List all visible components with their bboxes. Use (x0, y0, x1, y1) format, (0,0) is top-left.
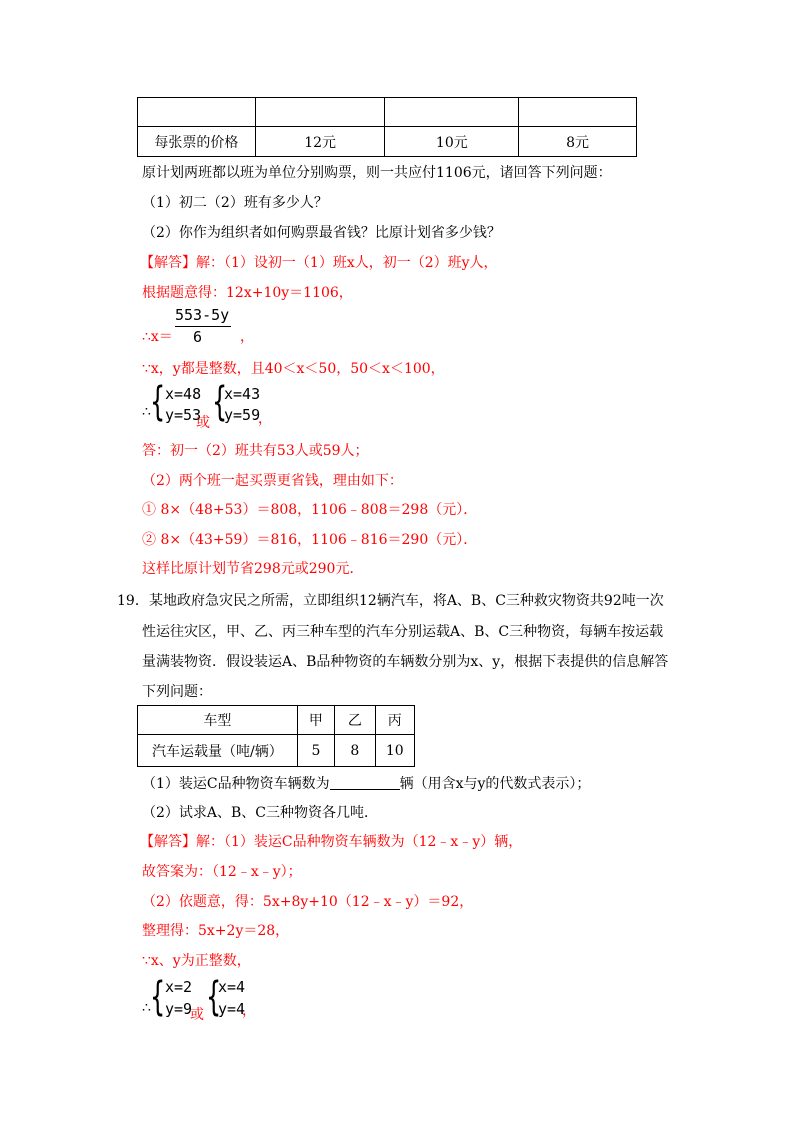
answer-19-line5: ∵x、y为正整数， (142, 953, 251, 969)
or-text: 或 (196, 415, 210, 431)
table-cell (138, 98, 256, 127)
therefore-symbol: ∴ (142, 404, 151, 420)
table-header: 乙 (335, 706, 375, 735)
system-eq: x=48 (165, 385, 202, 403)
problem19-line4: 下列问题： (142, 684, 212, 700)
answer-18-conclusion: 答：初一（2）班共有53人或59人； (142, 443, 369, 459)
answer-blank (330, 775, 400, 790)
problem19-line1: 某地政府急灾民之所需，立即组织12辆汽车，将A、B、C三种救灾物资共92吨一次 (149, 593, 664, 609)
table-cell: 8 (335, 735, 375, 767)
system-eq: x=4 (218, 978, 246, 996)
table-cell (385, 98, 519, 127)
system-end: ， (242, 1003, 256, 1019)
table-cell (255, 98, 385, 127)
system-eq: x=2 (165, 978, 193, 996)
table-cell: 汽车运载量（吨/辆） (138, 735, 298, 767)
table-cell: 10 (375, 735, 414, 767)
price-10: 10元 (385, 127, 519, 157)
system-eq: x=43 (224, 385, 261, 403)
problem19-q1: （1）装运C品种物资车辆数为 辆（用含x与y的代数式表示）； (142, 776, 591, 792)
price-8: 8元 (519, 127, 637, 157)
ticket-price-table (137, 97, 637, 157)
circled-1: ① (142, 502, 156, 518)
fraction-numerator: 553-5y (175, 306, 230, 324)
fraction-suffix: ， (240, 329, 254, 345)
answer-18-part2: （2）两个班一起买票更省钱，理由如下： (142, 473, 403, 489)
problem18-q2: （2）你作为组织者如何购票最省钱？比原计划省多少钱？ (142, 225, 501, 241)
fraction-bar (175, 326, 231, 327)
price-12: 12元 (255, 127, 385, 157)
system-eq: y=59 (224, 406, 261, 424)
problem18-intro: 原计划两班都以班为单位分别购票，则一共应付1106元，诸回答下列问题： (142, 165, 612, 181)
problem18-q1: （1）初二（2）班有多少人？ (142, 195, 328, 211)
system-eq: y=53 (165, 406, 202, 424)
answer-19-line2: 故答案为：（12﹣x﹣y）； (142, 864, 302, 880)
answer-18-x-prefix: ∴x＝ (142, 329, 173, 345)
answer-19-line4: 整理得：5x+2y＝28， (142, 923, 290, 939)
answer-tag: 【解答】 (140, 834, 196, 850)
brace-icon: { (150, 379, 166, 425)
problem19-line3: 量满装物资．假设装运A、B品种物资的车辆数分别为x、y，根据下表提供的信息解答 (142, 654, 669, 670)
answer-18-equation: 根据题意得：12x+10y＝1106， (142, 285, 353, 301)
table-cell (519, 98, 637, 127)
problem19-number: 19． (117, 593, 149, 609)
system-eq: y=9 (165, 1000, 193, 1018)
answer-19-line3: （2）依题意，得：5x+8y+10（12﹣x﹣y）＝92， (142, 894, 474, 910)
answer-18-integer-condition: ∵x，y都是整数，且40＜x＜50，50＜x＜100， (142, 361, 445, 377)
answer-18-final: 这样比原计划节省298元或290元． (142, 561, 364, 577)
system-end: ， (258, 411, 272, 427)
price-row-label: 每张票的价格 (138, 127, 256, 157)
table-header: 车型 (138, 706, 298, 735)
fraction (175, 306, 235, 350)
circled-2: ② (142, 532, 156, 548)
table-header: 甲 (297, 706, 334, 735)
therefore-symbol: ∴ (142, 1000, 151, 1016)
brace-icon: { (150, 974, 166, 1020)
system-eq: y=4 (218, 1000, 246, 1018)
problem19-line2: 性运往灾区，甲、乙、丙三种车型的汽车分别运载A、B、C三种物资，每辆车按运载 (142, 624, 664, 640)
problem19-q2: （2）试求A、B、C三种物资各几吨． (142, 805, 379, 821)
answer-18-case2: ② 8×（43+59）＝816，1106﹣816＝290（元）． (142, 532, 478, 548)
answer-tag: 【解答】 (140, 255, 196, 271)
answer-18-line1: 【解答】解：（1）设初一（1）班x人，初一（2）班y人， (140, 255, 498, 271)
or-text: 或 (190, 1007, 204, 1023)
fraction-denominator: 6 (193, 328, 203, 346)
table-cell: 5 (297, 735, 334, 767)
vehicle-table (137, 705, 415, 767)
brace-icon: { (212, 379, 228, 425)
table-header: 丙 (375, 706, 414, 735)
brace-icon: { (206, 974, 222, 1020)
answer-18-case1: ① 8×（48+53）＝808，1106﹣808＝298（元）． (142, 502, 478, 518)
answer-19-line1: 【解答】解：（1）装运C品种物资车辆数为（12﹣x﹣y）辆， (140, 834, 523, 850)
